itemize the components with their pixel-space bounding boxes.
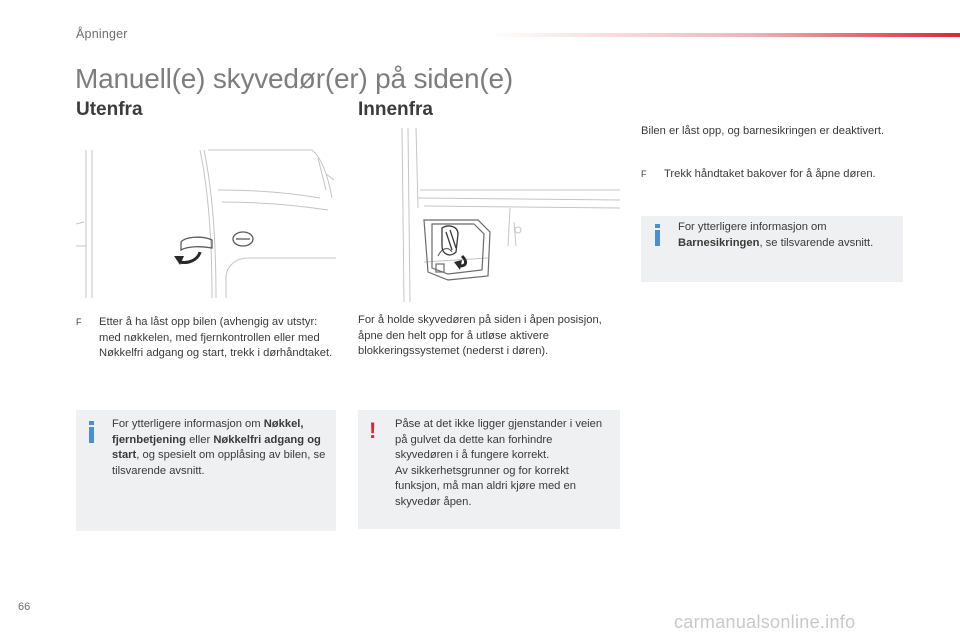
right-intro: Bilen er låst opp, og barnesikringen er deaktivert. [641,125,885,137]
watermark: carmanualsonline.info [674,612,856,632]
bullet-marker: F [76,317,82,327]
section-label: Åpninger [76,27,128,41]
outside-step-text: Etter å ha låst opp bilen (avhengig av utstyr: med nøkkelen, med fjernkontrollen eller med Nøkkelfri adgang og start, trekk i dørhåndtaket. [99,316,333,360]
inside-warning-box [358,410,620,529]
inside-door-handle-illustration [358,128,620,302]
heading-inside: Innenfra [358,99,433,120]
page-number: 66 [18,601,31,613]
header-accent-bar [490,33,960,37]
right-step [641,167,903,183]
page-title: Manuell(e) skyvedør(er) på siden(e) [75,63,514,94]
right-step-text: Trekk håndtaket bakover for å åpne døren. [664,168,876,180]
inside-warning-text [395,417,611,511]
door-interior-drawing [358,128,620,302]
right-info-box [641,216,903,282]
outside-step [76,315,338,362]
outside-info-box [76,410,336,531]
warning-icon: ! [369,418,377,443]
info-icon [89,421,94,443]
outside-door-handle-illustration [76,128,336,302]
bullet-marker: F [641,169,647,179]
outside-info-text: For ytterligere informasjon om Nøkkel, fjernbetjening eller Nøkkelfri adgang og start, og spesielt om opplåsing av bilen, se tilsvarende avsnitt. [112,418,326,477]
warning-line-2: Av sikkerhetsgrunner og for korrekt funksjon, må man aldri kjøre med en skyvedør åpen. [395,464,576,508]
warning-line-1: Påse at det ikke ligger gjenstander i veien på gulvet da dette kan forhindre skyvedøren i å fungere korrekt. [395,418,603,462]
door-exterior-drawing [76,128,336,302]
heading-outside: Utenfra [76,99,143,120]
right-info-text: For ytterligere informasjon om Barnesikringen, se tilsvarende avsnitt. [678,221,874,249]
info-icon [655,224,660,246]
inside-text: For å holde skyvedøren på siden i åpen posisjon, åpne den helt opp for å utløse aktivere blokkeringssystemet (nederst i døren). [358,314,602,358]
